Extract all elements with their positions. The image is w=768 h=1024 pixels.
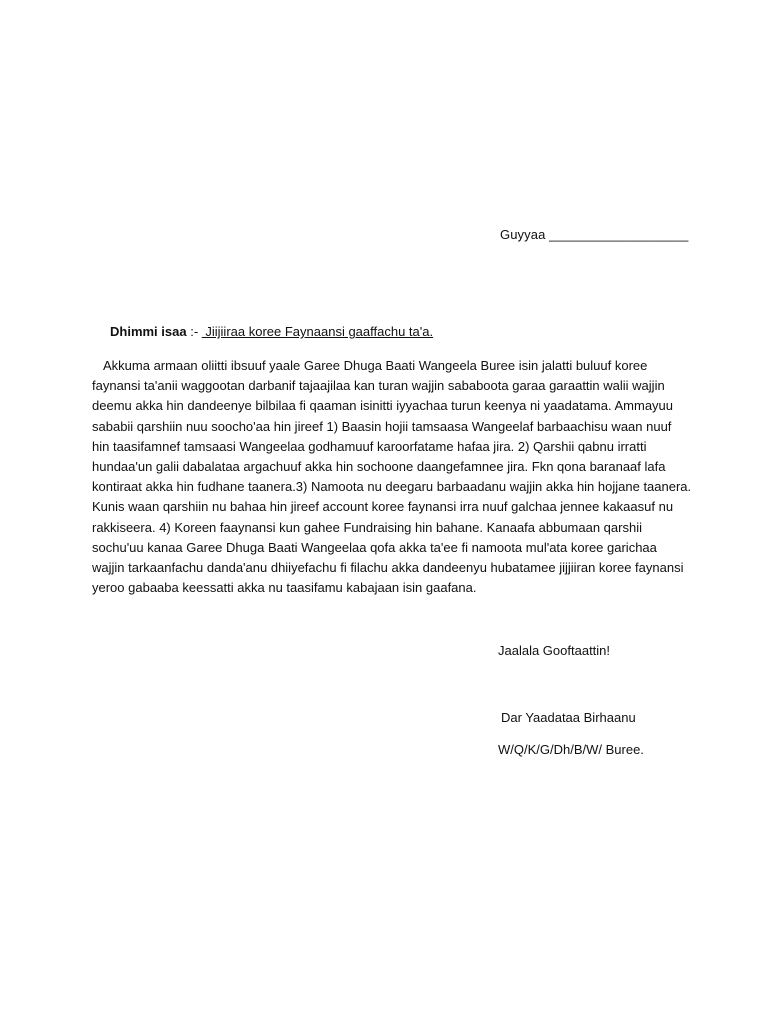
date-blank: ___________________ [549,227,689,242]
closing-salutation: Jaalala Gooftaattin! [498,643,611,658]
date-label: Guyyaa [500,227,546,242]
subject-label: Dhimmi isaa [110,324,187,339]
body-paragraph: Akkuma armaan oliitti ibsuuf yaale Garee Dhuga Baati Wangeela Buree isin jalatti buluuf koree faynansi ta'anii waggootan darbanif tajaajilaa kan turan wajjin sababoota garaa garaattin walii wajjin deemu akka hin dandeenye bilbilaa fi qaaman isinitti iyyachaa turun keenya ni yaadatama. Ammayuu sababii qarshiin nuu soocho'aa hin jireef 1) Baasin hojii tamsaasa Wangeelaf barbaachisu waan nuuf hin taasifamnef tamsaasi Wangeelaa godhamuuf karoorfatame hafaa jira. 2) Qarshii qabnu irratti hundaa'un galii dabalataa argachuuf akka hin sochoone daangefamnee jira. Fkn qona baranaaf lafa kontiraat akka hin fudhane taanera.3) Namoota nu deegaru barbaadanu wajjin akka hin hojjane taanera. Kunis waan qarshiin nu bahaa hin jireef account koree faynansi irra nuuf galchaa jennee kakaasuf nu rakkiseera. 4) Koreen faaynansi kun gahee Fundraising hin bahane. Kanaafa abbumaan qarshii sochu'uu kanaa Garee Dhuga Baati Wangeelaa qofa akka ta'ee fi namoota mul'ata koree garichaa wajjin tarkaanfachu danda'anu dhiiyefachu fi filachu akka dandeenyu hubatamee jijjiiran koree faynansi yeroo gabaaba keessatti akka nu taasifamu kabajaan isin gaafana. [92,358,692,596]
date-line [500,227,688,242]
signer-name: Dar Yaadataa Birhaanu [501,710,636,725]
subject-line [110,324,433,339]
subject-text: Jiijiiraa koree Faynaansi gaaffachu ta'a. [201,324,434,339]
signer-title: W/Q/K/G/Dh/B/W/ Buree. [498,742,644,757]
subject-separator: :- [186,324,202,339]
